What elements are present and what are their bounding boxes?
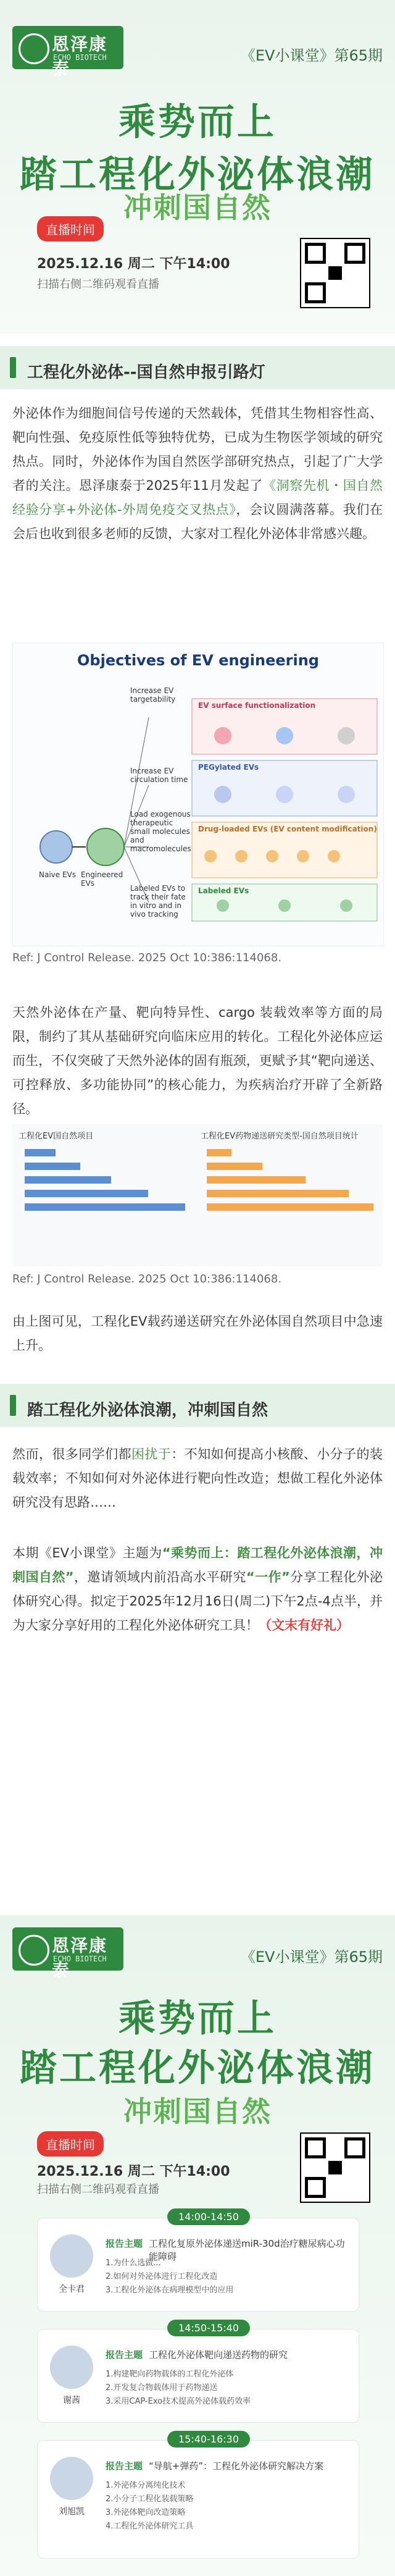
issue-label: 《EV小课堂》第65期 (240, 47, 383, 64)
report-outline (106, 2368, 251, 2409)
poster-title-line2: 踏工程化外泌体浪潮 (20, 2047, 375, 2090)
issue-label: 《EV小课堂》第65期 (240, 1948, 383, 1966)
drug-ev-2 (235, 850, 247, 862)
peg-ev-mark (214, 786, 231, 803)
talk-card-2 (37, 2322, 359, 2423)
left-bar-1 (25, 1149, 56, 1156)
right-bar-3 (207, 1176, 306, 1184)
right-bar-2 (207, 1163, 262, 1170)
poster-subtitle: 冲刺国自然 (123, 2095, 272, 2128)
live-qr-hint: 扫描右侧二维码观看直播 (37, 2183, 159, 2196)
report-title: 工程化外泌体靶向递送药物的研究 (149, 2349, 288, 2360)
left-bar-2 (25, 1163, 80, 1170)
engineered-label: Engineered EVs (81, 870, 123, 888)
live-time-badge: 直播时间 (37, 2131, 104, 2157)
event-poster (0, 1915, 395, 2576)
naive-label: Naive EVs (39, 870, 77, 879)
outline-item: 3.工程化外泌体在病理模型中的应用 (106, 2286, 234, 2295)
body-paragraph-3: 由上图可见，工程化EV载药递送研究在外泌体国自然项目中急速上升。 (12, 1314, 383, 1353)
speaker-avatar (50, 2457, 93, 2500)
brand-name-en: ECHO BIOTECH (53, 53, 107, 62)
qr-code-icon[interactable] (300, 238, 370, 308)
surface-ev-mark (214, 727, 231, 744)
engineered-ev-node (87, 828, 124, 865)
offtarget-cell-mark (338, 727, 355, 744)
outline-item: 2.开发复合物载体用于药物递送 (106, 2383, 218, 2393)
drug-ev-3 (266, 850, 278, 862)
speaker-name: 全卡君 (59, 2284, 85, 2294)
outline-item: 2.小分子工程化装载策略 (106, 2494, 194, 2504)
report-label: 报告主题 (106, 2349, 143, 2360)
figure1-reference: Ref: J Control Release. 2025 Oct 10:386:114068. (12, 951, 282, 964)
live-date: 2025.12.16 周二 下午14:00 (37, 2164, 230, 2179)
drug-ev-4 (297, 850, 309, 862)
section-marker-icon (10, 1395, 16, 1416)
p5-topic: “乘势而上：踏工程化外泌体浪潮，冲刺国自然” (12, 1546, 383, 1585)
target-cell-mark (276, 727, 293, 744)
p4-text-b: ：不知如何提高小核酸、小分子的装载效率；不知如何对外泌体进行靶向性改造；想做工程化外泌体研究没有思路…… (12, 1447, 383, 1510)
right-chart-title: 工程化EV药物递送研究类型-国自然项目统计 (201, 1132, 359, 1141)
left-chart-title: 工程化EV国自然项目 (19, 1132, 94, 1141)
qr-code-icon[interactable] (300, 2132, 370, 2203)
drug-label: Drug-loaded EVs (EV content modification) (198, 825, 377, 833)
poster-title-line2: 踏工程化外泌体浪潮 (20, 153, 375, 196)
speaker-name: 刘旭凯 (59, 2507, 85, 2517)
left-bar-4 (25, 1190, 148, 1197)
speaker-avatar (50, 2346, 93, 2389)
naive-ev-node (40, 831, 72, 863)
outline-item: 3.采用CAP-Exo技术提高外泌体载药效率 (106, 2397, 251, 2406)
p5-first-author: “一作” (246, 1570, 290, 1585)
report-label: 报告主题 (106, 2460, 143, 2472)
report-outline (106, 2257, 233, 2297)
section-marker-icon (10, 357, 16, 378)
label-ev-1 (217, 899, 229, 912)
figure2-reference: Ref: J Control Release. 2025 Oct 10:386:114068. (12, 1273, 282, 1286)
p4-text-a: 然而，很多同学们都 (12, 1447, 131, 1462)
drug-ev-1 (204, 850, 217, 862)
brand-name-en: ECHO BIOTECH (53, 1955, 107, 1963)
live-qr-hint: 扫描右侧二维码观看直播 (37, 278, 159, 291)
label-ev-2 (278, 899, 291, 912)
phagocytosis-mark (276, 786, 293, 803)
talk-card-1 (37, 2211, 359, 2312)
right-bar-5 (207, 1203, 373, 1211)
left-bar-5 (25, 1203, 185, 1211)
outline-item: 1.构建靶向药物载体的工程化外泌体 (106, 2370, 234, 2379)
p4-highlight: 困扰于 (131, 1447, 172, 1462)
logo-mark-icon (19, 1935, 49, 1966)
figure-title: Objectives of EV engineering (77, 652, 319, 669)
outline-item: 1.为什么选做... (106, 2258, 161, 2268)
outline-item: 2.如何对外泌体进行工程化改造 (106, 2272, 218, 2281)
report-title: “导航+弹药”：工程化外泌体研究解决方案 (149, 2460, 324, 2472)
live-date: 2025.12.16 周二 下午14:00 (37, 256, 230, 272)
p5-text-c: 分享工程化外泌体研究心得。拟定于2025年12月16日(周二)下午2点-4点半，并为大家分享好用的工程化外泌体研究工具！ (12, 1570, 383, 1633)
inhibition-mark (338, 786, 355, 803)
outline-item: 4.工程化外泌体研究工具 (106, 2522, 194, 2531)
ev-diagram-svg (13, 643, 383, 946)
right-bar-4 (207, 1190, 349, 1197)
talk-time: 15:40-16:30 (167, 2431, 250, 2448)
brand-logo (12, 26, 123, 79)
poster-title-line1: 乘势而上 (118, 101, 276, 144)
talk-time: 14:50-15:40 (167, 2320, 250, 2336)
brand-name-cn: 恩泽康泰 (52, 34, 108, 79)
nsfc-stats-figure (12, 1124, 383, 1266)
body-paragraph-4 (12, 1442, 383, 1515)
report-title: 工程化复原外泌体递送miR-30d治疗糖尿病心功能障碍 (149, 2238, 345, 2262)
body-paragraph-2: 天然外泌体在产量、靶向特异性、cargo 装载效率等方面的局限，制约了其从基础研究向临床应用的转化。工程化外泌体应运而生，不仅突破了天然外泌体的固有瓶颈，更赋予其“靶向递送、可控释放、多功能协同”的核心能力，为疾病治疗开辟了全新路径。 (12, 1005, 383, 1116)
section-title: 踏工程化外泌体浪潮，冲刺国自然 (27, 1401, 268, 1420)
intro-paragraph (12, 402, 383, 546)
section-heading-2 (0, 1384, 395, 1427)
increase-target-label: Increase EV targetability (130, 686, 176, 704)
speaker-avatar (50, 2234, 93, 2278)
brand-name-cn: 恩泽康泰 (52, 1935, 108, 1980)
intro-text-b: ，会议圆满落幕。我们在会后也收到很多老师的反馈，大家对工程化外泌体非常感兴趣。 (12, 502, 383, 541)
speaker-name: 谢茜 (63, 2396, 80, 2406)
nsfc-charts-svg (12, 1124, 383, 1266)
ev-engineering-figure (12, 642, 384, 946)
peg-label: PEGylated EVs (198, 763, 259, 772)
label-ev-3 (340, 899, 352, 912)
labeled-label: Labeled EVs (198, 886, 249, 895)
label-purpose: Labeled EVs to track their fate in vitro and in vivo tracking (130, 884, 186, 919)
right-bar-1 (207, 1149, 231, 1156)
report-outline (106, 2479, 193, 2533)
p5-text-a: 本期《EV小课堂》主题为 (12, 1546, 162, 1560)
p5-text-b: ，邀请领域内前沿高水平研究 (73, 1570, 246, 1585)
talk-card-3 (37, 2433, 359, 2559)
section-heading-1 (0, 346, 395, 389)
poster-title-line1: 乘势而上 (118, 1997, 276, 2040)
event-banner (0, 0, 395, 334)
meeting-link[interactable]: 《洞察先机・国自然经验分享+外泌体-外周免疫交叉热点》 (12, 478, 383, 517)
body-paragraph-5 (12, 1541, 383, 1638)
poster-subtitle: 冲刺国自然 (123, 191, 272, 224)
talk-time: 14:00-14:50 (167, 2208, 250, 2225)
intro-text-a: 外泌体作为细胞间信号传递的天然载体，凭借其生物相容性高、靶向性强、免疫原性低等独特优势，已成为生物医学领域的研究热点。同时，外泌体作为国自然医学部研究热点，引起了广大学者的关注。恩泽康泰于2025年11月发起了 (12, 406, 383, 493)
p5-gift: （文末有好礼） (259, 1618, 349, 1633)
outline-item: 3.外泌体靶向改造策略 (106, 2508, 186, 2517)
left-bar-3 (25, 1176, 111, 1184)
brand-logo (12, 1927, 123, 1980)
surface-label: EV surface functionalization (198, 701, 316, 710)
section-title: 工程化外泌体--国自然申报引路灯 (27, 363, 265, 382)
drug-ev-5 (328, 850, 340, 862)
increase-circ-label: Increase EV circulation time (130, 767, 188, 784)
load-label: Load exogenous therapeutic small molecules and macromolecules (130, 810, 191, 853)
live-time-badge: 直播时间 (37, 216, 104, 242)
outline-item: 1.外泌体分离纯化技术 (106, 2481, 186, 2490)
logo-mark-icon (19, 33, 49, 64)
report-label: 报告主题 (106, 2238, 143, 2249)
